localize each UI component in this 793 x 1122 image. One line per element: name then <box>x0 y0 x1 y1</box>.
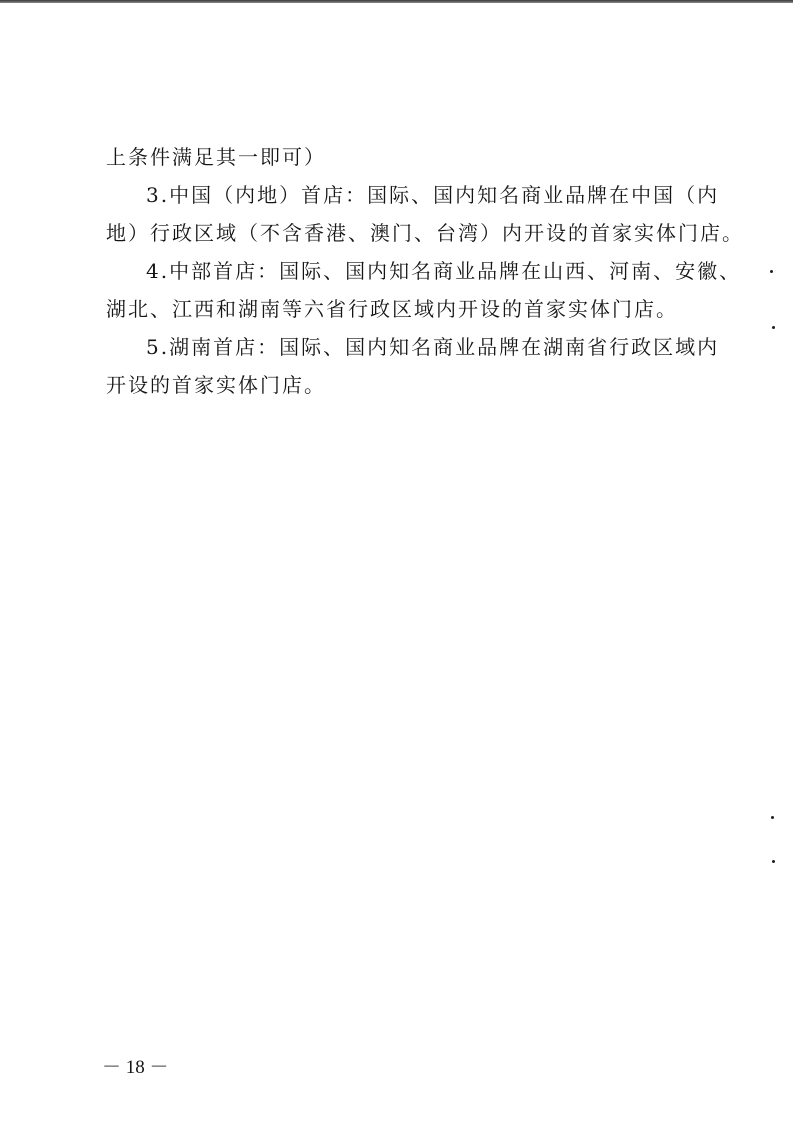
text-line-continuation: 上条件满足其一即可） <box>106 145 326 169</box>
scan-speck <box>771 816 774 819</box>
scan-top-edge <box>0 0 793 3</box>
scan-speck <box>772 860 775 863</box>
page-number: － 18 － <box>102 1057 169 1078</box>
text-line-item-3-end: 地）行政区域（不含香港、澳门、台湾）内开设的首家实体门店。 <box>106 221 744 245</box>
text-line-item-3-start: 3.中国（内地）首店：国际、国内知名商业品牌在中国（内 <box>146 183 720 207</box>
text-line-item-5-start: 5.湖南首店：国际、国内知名商业品牌在湖南省行政区域内 <box>146 335 720 359</box>
document-body <box>106 138 744 404</box>
scan-speck <box>772 326 775 329</box>
text-line-item-5-end: 开设的首家实体门店。 <box>106 373 326 397</box>
text-line-item-4-start: 4.中部首店：国际、国内知名商业品牌在山西、河南、安徽、 <box>146 259 742 283</box>
text-line-item-4-end: 湖北、江西和湖南等六省行政区域内开设的首家实体门店。 <box>106 297 678 321</box>
scan-speck <box>770 270 773 273</box>
